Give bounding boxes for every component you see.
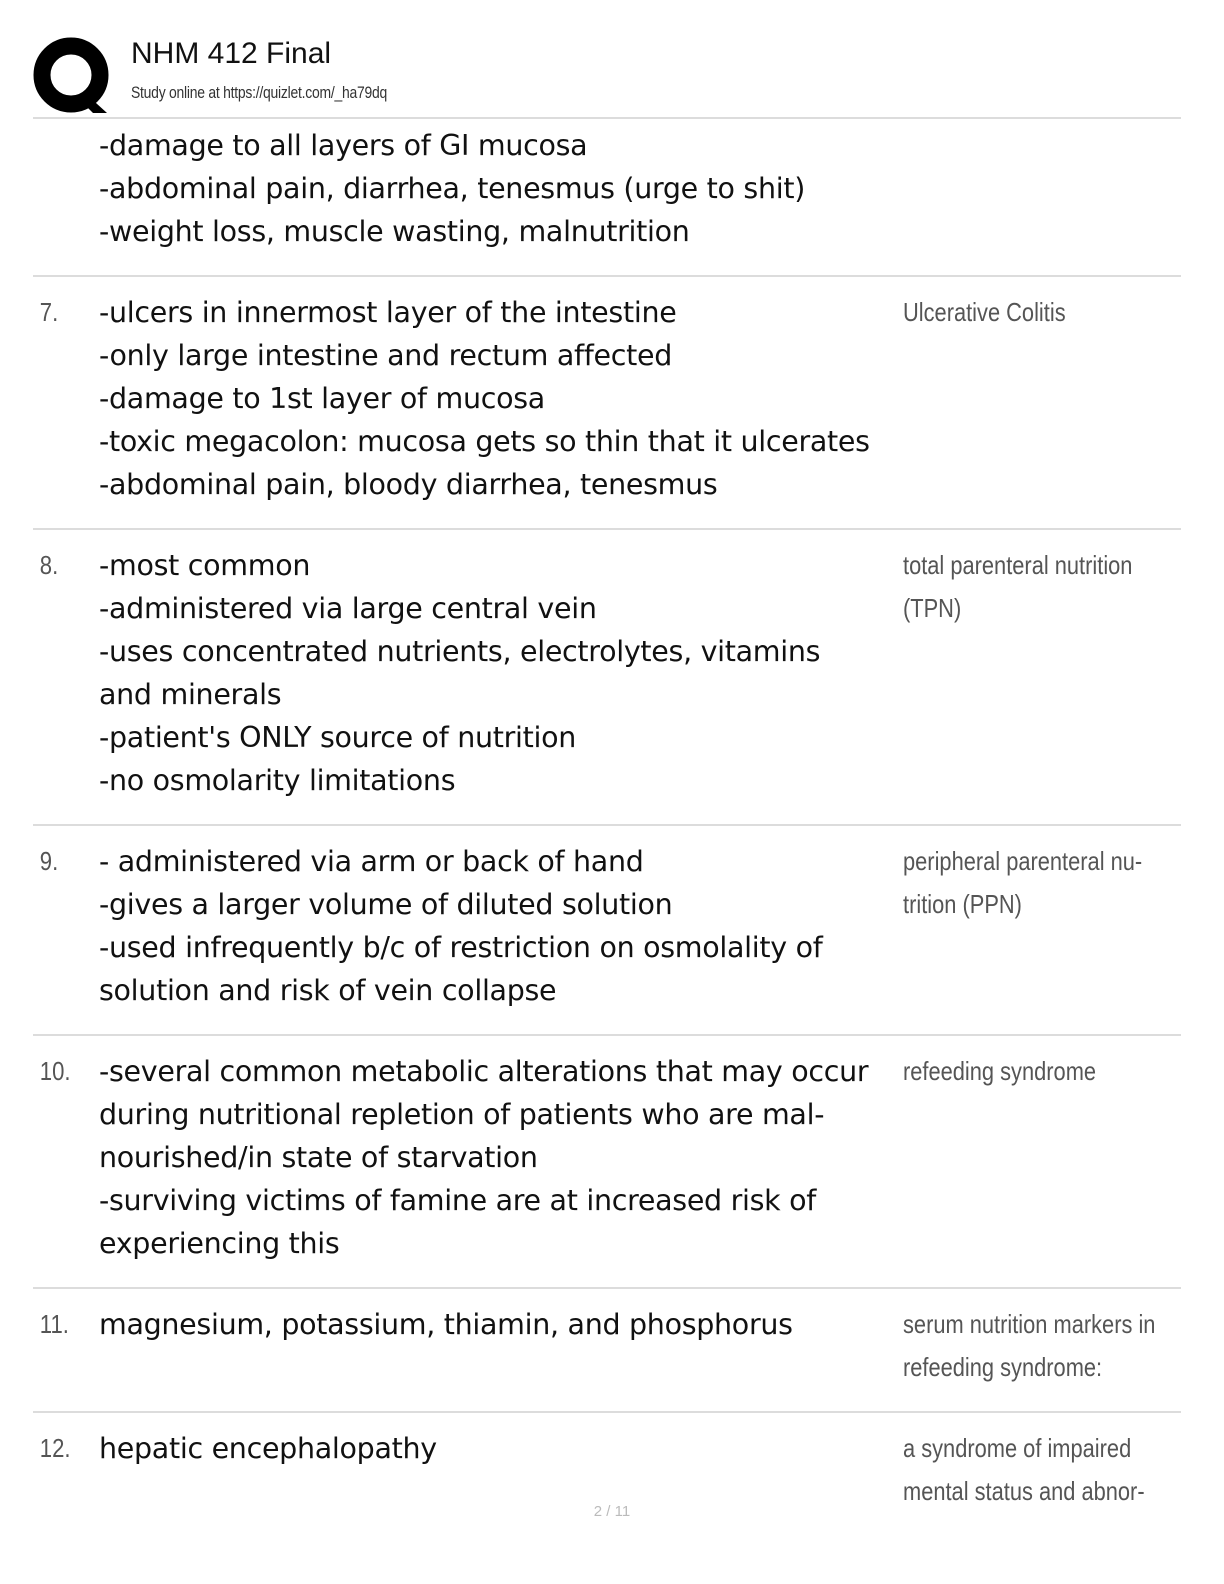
flashcard-row [33,826,1181,1036]
page-number: 2 / 11 [593,1503,631,1520]
card-definition [903,124,1224,253]
quizlet-logo-icon [33,35,113,115]
card-definition: refeeding syndrome [903,1056,1097,1086]
page-title: NHM 412 Final [131,37,332,70]
card-term: -most common -administered via large central vein -uses concentrated nutrients, electrolytes, vitamins and minerals -patient's ONLY source of nutrition -no osmolarity limitations [99,549,821,797]
card-definition: Ulcerative Colitis [903,297,1066,327]
card-number: 11. [39,1309,69,1339]
card-term: magnesium, potassium, thiamin, and phosphorus [99,1308,793,1341]
study-link[interactable]: Study online at https://quizlet.com/_ha79dq [131,83,388,102]
card-definition: serum nutrition markers in refeeding syndrome: [903,1309,1156,1382]
card-term: -damage to all layers of GI mucosa -abdominal pain, diarrhea, tenesmus (urge to shit) -weight loss, muscle wasting, malnutrition [99,129,806,248]
card-number [33,124,89,253]
card-number: 8. [39,550,59,580]
card-number: 10. [39,1056,71,1086]
card-term: - administered via arm or back of hand -gives a larger volume of diluted solution -used infrequently b/c of restriction on osmolality of solution and risk of vein collapse [99,845,823,1007]
flashcard-row [33,530,1181,826]
card-term: hepatic encephalopathy [99,1432,437,1465]
flashcard-list [33,118,1181,1535]
card-number: 7. [39,297,59,327]
page-header [33,33,1181,119]
flashcard-row [33,1289,1181,1413]
card-number: 12. [39,1433,71,1463]
card-term: -several common metabolic alterations that may occur during nutritional repletion of patients who are mal- nourished/in state of starvation -surviving victims of famine are at increased risk of experiencing this [99,1055,869,1260]
flashcard-row [33,277,1181,530]
card-definition: total parenteral nutrition (TPN) [903,550,1133,623]
flashcard-row [33,118,1181,277]
flashcard-row [33,1036,1181,1289]
card-definition: peripheral parenteral nu- trition (PPN) [903,846,1143,919]
card-number: 9. [39,846,59,876]
card-definition: a syndrome of impaired mental status and abnor- [903,1433,1145,1506]
card-term: -ulcers in innermost layer of the intestine -only large intestine and rectum affected -damage to 1st layer of mucosa -toxic megacolon: mucosa gets so thin that it ulcerates -abdominal pain, bloody diarrhea, tenesmus [99,296,870,501]
